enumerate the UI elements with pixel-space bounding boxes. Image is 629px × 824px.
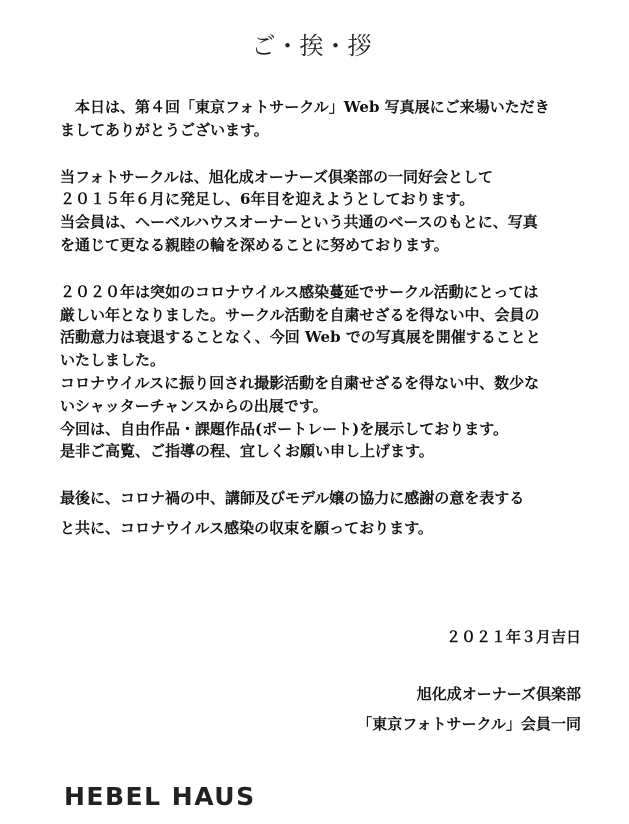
paragraph-line: いたしました。 xyxy=(60,351,166,370)
greeting-body xyxy=(60,96,590,540)
hebel-haus-logo: HEBEL HAUS xyxy=(64,782,256,811)
paragraph-line: コロナウイルスに振り回され撮影活動を自粛せざるを得ない中、数少な xyxy=(60,373,540,392)
paragraph-line: を通じて更なる親睦の輪を深めることに努めております。 xyxy=(60,235,449,254)
paragraph-line: 今回は、自由作品・課題作品(ポートレート)を展示しております。 xyxy=(60,419,508,438)
paragraph-line: ２０２０年は突如のコロナウイルス感染蔓延でサークル活動にとっては xyxy=(60,282,539,301)
signature-group: 「東京フォトサークル」会員一同 xyxy=(357,715,581,733)
signature-organization: 旭化成オーナーズ倶楽部 xyxy=(416,685,581,703)
paragraph-line: 厳しい年となりました。サークル活動を自粛せざるを得ない中、会員の xyxy=(60,305,540,324)
paragraph-line: 活動意力は衰退することなく、今回 Web での写真展を開催することと xyxy=(60,328,541,347)
paragraph-line: ましてありがとうございます。 xyxy=(60,120,269,139)
paragraph-line: 当会員は、ヘーベルハウスオーナーという共通のベースのもとに、写真 xyxy=(60,213,538,232)
page-title: ご･挨･拶 xyxy=(251,32,378,60)
paragraph-line: ２０１５年６月に発足し、6年目を迎えようとしております。 xyxy=(60,190,475,209)
paragraph-line: 当フォトサークルは、旭化成オーナーズ倶楽部の一同好会として xyxy=(60,167,494,186)
paragraph-line: 本日は、第４回「東京フォトサークル」Web 写真展にご来場いただき xyxy=(60,98,550,116)
paragraph-line: と共に、コロナウイルス感染の収束を願っております。 xyxy=(60,518,433,537)
paragraph-line: 是非ご高覧、ご指導の程、宜しくお願い申し上げます。 xyxy=(60,442,434,461)
letter-date: ２０２１年３月吉日 xyxy=(445,628,581,646)
paragraph-line: いシャッターチャンスからの出展です。 xyxy=(60,396,328,415)
paragraph-line: 最後に、コロナ禍の中、講師及びモデル嬢の協力に感謝の意を表する xyxy=(60,489,525,508)
